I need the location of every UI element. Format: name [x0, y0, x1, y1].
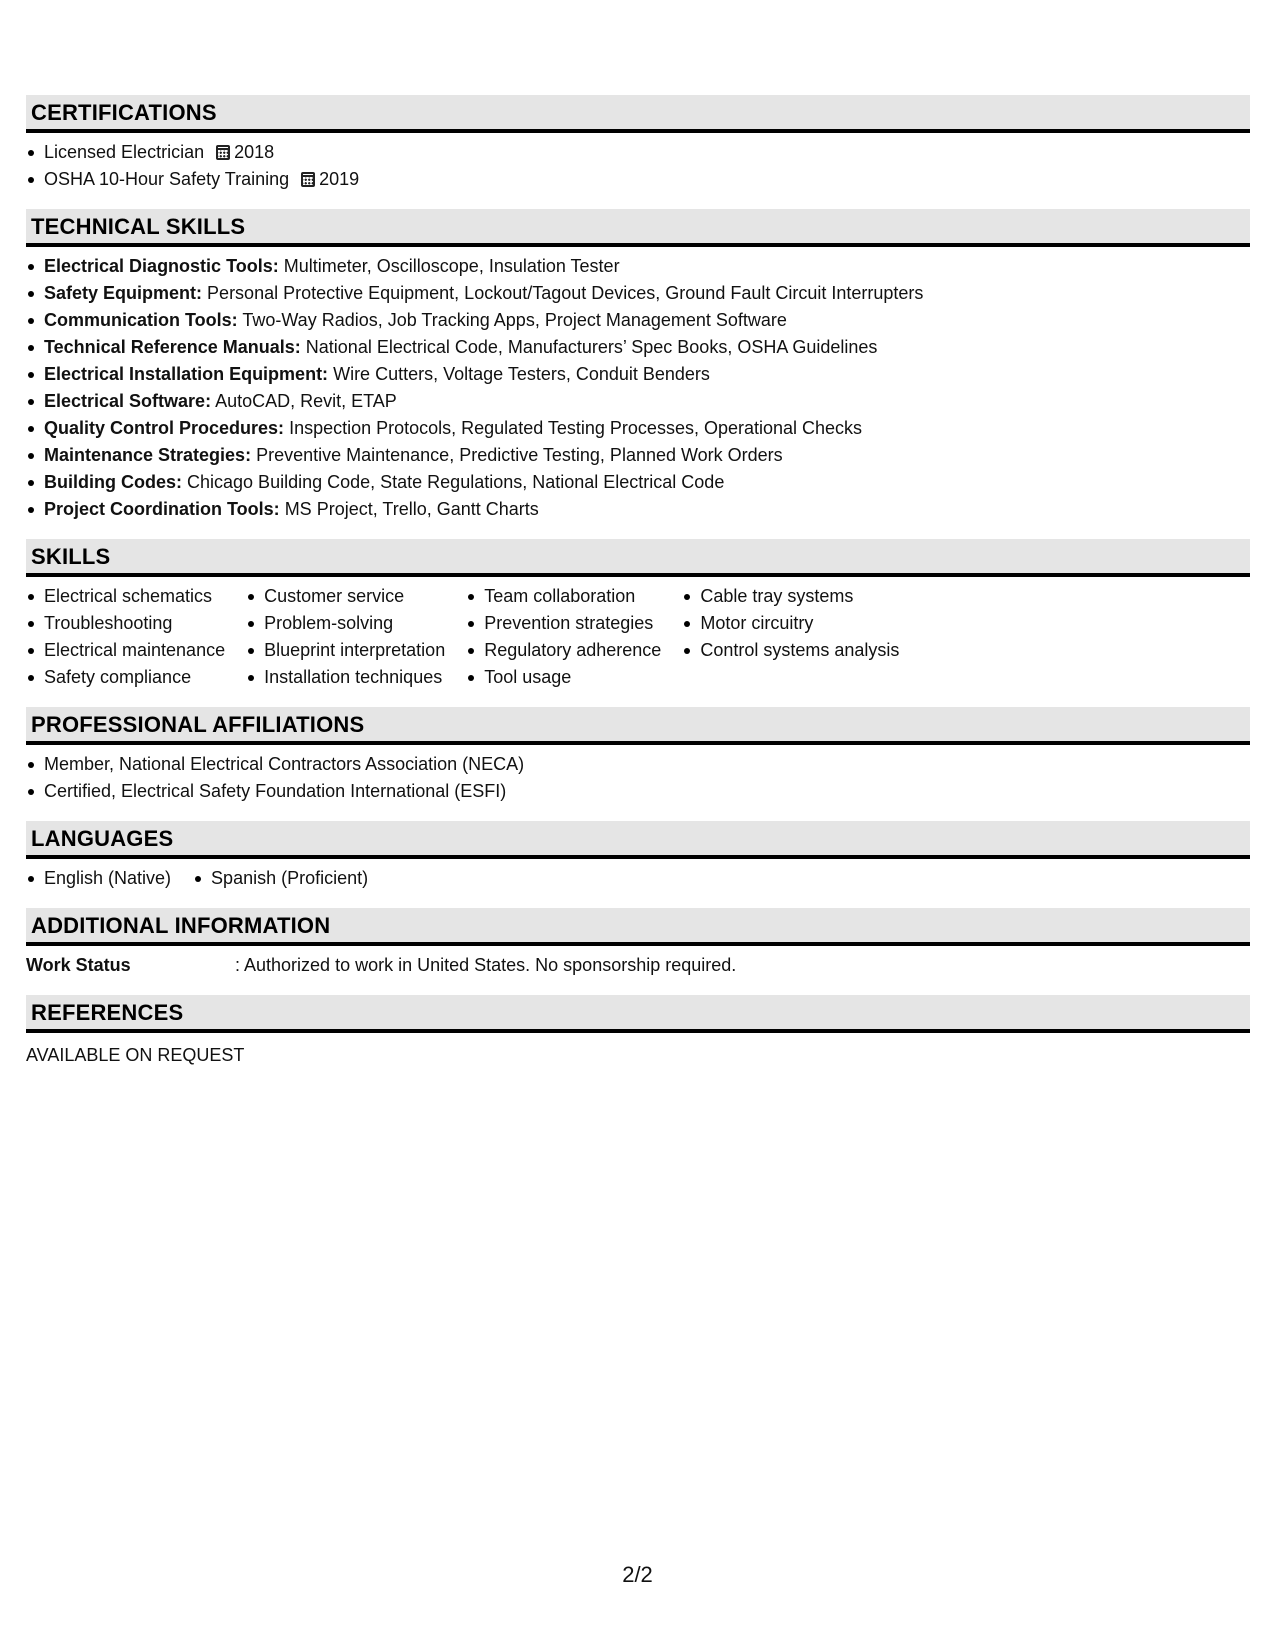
skills-grid	[26, 577, 1250, 707]
resume-page	[26, 95, 1250, 1069]
references-header	[26, 995, 1250, 1033]
list-item: Regulatory adherence	[466, 637, 661, 664]
section-title: PROFESSIONAL AFFILIATIONS	[31, 712, 365, 737]
additional-info-section	[26, 908, 1250, 995]
skill-values: Preventive Maintenance, Predictive Testing, Planned Work Orders	[256, 445, 783, 465]
work-status-row	[26, 946, 1250, 995]
skill-category: Technical Reference Manuals:	[44, 337, 301, 357]
list-item: Control systems analysis	[682, 637, 899, 664]
list-item: Safety compliance	[26, 664, 225, 691]
list-item	[26, 334, 1250, 361]
section-title: LANGUAGES	[31, 826, 174, 851]
list-item	[26, 469, 1250, 496]
skills-section	[26, 539, 1250, 707]
work-status-value: : Authorized to work in United States. No sponsorship required.	[235, 955, 737, 975]
affiliations-section	[26, 707, 1250, 821]
list-item	[26, 361, 1250, 388]
languages-list	[26, 865, 390, 892]
list-item	[26, 280, 1250, 307]
section-title: REFERENCES	[31, 1000, 184, 1025]
list-item: Installation techniques	[246, 664, 445, 691]
certifications-list	[26, 139, 1250, 193]
skills-column	[246, 583, 445, 691]
list-item	[26, 388, 1250, 415]
certifications-header	[26, 95, 1250, 133]
skill-category: Communication Tools:	[44, 310, 238, 330]
list-item: Electrical maintenance	[26, 637, 225, 664]
skills-header	[26, 539, 1250, 577]
skill-category: Safety Equipment:	[44, 283, 203, 303]
list-item	[26, 253, 1250, 280]
references-text: AVAILABLE ON REQUEST	[26, 1045, 245, 1065]
skills-column	[466, 583, 661, 691]
list-item: Motor circuitry	[682, 610, 899, 637]
list-item: Spanish (Proficient)	[193, 865, 368, 892]
list-item: Tool usage	[466, 664, 661, 691]
skill-values: MS Project, Trello, Gantt Charts	[284, 499, 539, 519]
skill-values: Inspection Protocols, Regulated Testing Processes, Operational Checks	[289, 418, 863, 438]
certification-name: Licensed Electrician	[44, 142, 205, 162]
skill-category: Electrical Diagnostic Tools:	[44, 256, 279, 276]
list-item: Team collaboration	[466, 583, 661, 610]
skills-column	[26, 583, 225, 691]
calendar-icon	[301, 172, 315, 187]
skill-category: Electrical Software:	[44, 391, 212, 411]
list-item	[26, 415, 1250, 442]
calendar-icon	[216, 145, 230, 160]
skill-category: Project Coordination Tools:	[44, 499, 280, 519]
certification-year: 2018	[234, 142, 275, 162]
list-item: Customer service	[246, 583, 445, 610]
list-item	[26, 307, 1250, 334]
list-item	[26, 166, 1250, 193]
skill-values: Two-Way Radios, Job Tracking Apps, Project Management Software	[242, 310, 787, 330]
skill-values: AutoCAD, Revit, ETAP	[215, 391, 397, 411]
list-item: English (Native)	[26, 865, 171, 892]
skill-category: Quality Control Procedures:	[44, 418, 285, 438]
skill-values: Multimeter, Oscilloscope, Insulation Tester	[283, 256, 620, 276]
list-item	[26, 442, 1250, 469]
references-section	[26, 995, 1250, 1069]
certification-name: OSHA 10-Hour Safety Training	[44, 169, 290, 189]
skill-category: Electrical Installation Equipment:	[44, 364, 329, 384]
skill-values: Personal Protective Equipment, Lockout/Tagout Devices, Ground Fault Circuit Interrupters	[207, 283, 924, 303]
certification-year: 2019	[319, 169, 360, 189]
page-number: 2/2	[622, 1562, 653, 1587]
skills-column	[682, 583, 899, 691]
list-item: Problem-solving	[246, 610, 445, 637]
list-item: Electrical schematics	[26, 583, 225, 610]
section-title: CERTIFICATIONS	[31, 100, 217, 125]
certifications-section	[26, 95, 1250, 209]
affiliations-list	[26, 751, 1250, 805]
list-item: Certified, Electrical Safety Foundation International (ESFI)	[26, 778, 1250, 805]
languages-section	[26, 821, 1250, 908]
technical-skills-header	[26, 209, 1250, 247]
technical-skills-list	[26, 253, 1250, 523]
additional-info-header	[26, 908, 1250, 946]
list-item: Member, National Electrical Contractors Association (NECA)	[26, 751, 1250, 778]
section-title: ADDITIONAL INFORMATION	[31, 913, 331, 938]
skill-values: Wire Cutters, Voltage Testers, Conduit Benders	[333, 364, 710, 384]
languages-header	[26, 821, 1250, 859]
skill-category: Maintenance Strategies:	[44, 445, 252, 465]
skill-values: National Electrical Code, Manufacturers’ Spec Books, OSHA Guidelines	[305, 337, 878, 357]
technical-skills-section	[26, 209, 1250, 539]
list-item: Blueprint interpretation	[246, 637, 445, 664]
section-title: SKILLS	[31, 544, 111, 569]
affiliations-header	[26, 707, 1250, 745]
skill-category: Building Codes:	[44, 472, 182, 492]
skill-values: Chicago Building Code, State Regulations, National Electrical Code	[187, 472, 725, 492]
list-item: Cable tray systems	[682, 583, 899, 610]
section-title: TECHNICAL SKILLS	[31, 214, 246, 239]
list-item	[26, 496, 1250, 523]
list-item	[26, 139, 1250, 166]
work-status-label: Work Status	[26, 955, 131, 975]
list-item: Troubleshooting	[26, 610, 225, 637]
list-item: Prevention strategies	[466, 610, 661, 637]
